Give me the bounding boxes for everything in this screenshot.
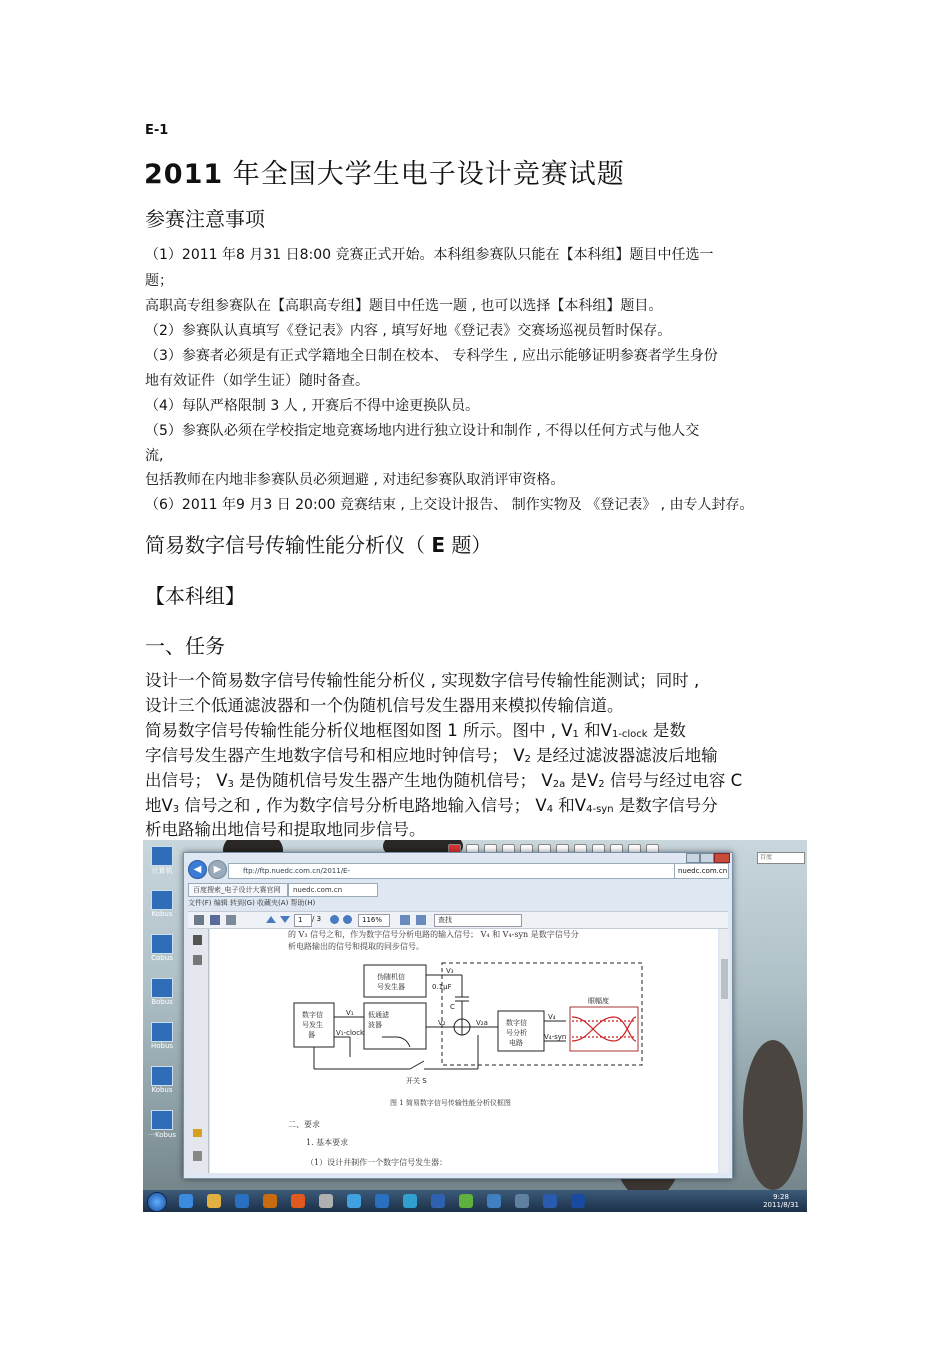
doc-text-line: 的 V₃ 信号之和，作为数字信号分析电路的输入信号； V₄ 和 V₄-syn 是数字信号分: [288, 930, 579, 939]
analyzer-label: 电路: [509, 1039, 523, 1047]
problem-letter: E: [431, 533, 446, 557]
notice-line: 地有效证件（如学生证）随时备查。: [145, 373, 369, 389]
lpf-curve: [382, 1037, 410, 1047]
signal-label: V₃: [446, 967, 454, 975]
page-title: [144, 152, 625, 191]
body-line: 析电路输出地信号和提取地同步信号。: [145, 820, 426, 839]
page-total: / 3: [312, 915, 322, 923]
analyzer-label: 号分析: [506, 1029, 527, 1037]
signal-label: V₁-clock: [336, 1029, 365, 1037]
notice-line: （4）每队严格限制 3 人 , 开赛后不得中途更换队员。: [145, 398, 480, 414]
zoom-in-icon[interactable]: [343, 915, 352, 924]
desktop-icon-label: Kobus: [151, 910, 173, 918]
taskbar: [143, 1190, 807, 1212]
next-page-icon[interactable]: [280, 916, 290, 923]
capacitor-label: C: [450, 1003, 455, 1011]
notice-line: 题；: [145, 273, 173, 289]
desktop-icon-label: Cobus: [151, 954, 173, 962]
system-clock[interactable]: [763, 1193, 799, 1209]
fit-width-icon[interactable]: [416, 915, 426, 925]
generator-label: 器: [308, 1031, 315, 1039]
requirements-subheading: 1. 基本要求: [306, 1138, 349, 1147]
signal-label: V₂: [438, 1019, 446, 1027]
word-icon[interactable]: [571, 1194, 585, 1208]
desktop-icon-label: Kobus: [151, 1086, 173, 1094]
requirements-heading: 二、要求: [288, 1120, 320, 1129]
problem-code: E-1: [145, 123, 169, 138]
tab-nuedc[interactable]: nuedc.com.cn: [288, 883, 378, 897]
lpf-label: 低通滤: [368, 1011, 389, 1019]
signal-label: V₄-syn: [544, 1033, 567, 1041]
address-bar[interactable]: ftp://ftp.nuedc.com.cn/2011/E-: [228, 863, 684, 879]
desktop-icon-label: 一Kobus: [147, 1131, 177, 1139]
comments-icon[interactable]: [193, 1129, 202, 1137]
notice-line: （3）参赛者必须是有正式学籍地全日制在校本、 专科学生 , 应出示能够证明参赛者学生身份: [145, 348, 718, 364]
prbs-label: 号发生器: [377, 983, 405, 991]
clock-time: 9:28: [773, 1193, 789, 1201]
print-icon[interactable]: [194, 915, 204, 925]
forward-icon[interactable]: ▶: [208, 860, 227, 879]
notice-line: 包括教师在内地非参赛队员必须迴避 , 对违纪参赛队取消评审资格。: [145, 472, 565, 488]
generator-label: 数字信: [302, 1011, 323, 1019]
body-line: 设计三个低通滤波器和一个伪随机信号发生器用来模拟传输信道。: [145, 696, 624, 715]
signal-label: V₂a: [476, 1019, 488, 1027]
notice-heading: 参赛注意事项: [145, 207, 265, 231]
tab-baidu[interactable]: 百度搜索_电子设计大赛官网: [188, 883, 288, 897]
app-icon[interactable]: [431, 1194, 445, 1208]
folder-icon[interactable]: [207, 1194, 221, 1208]
clock-date: 2011/8/31: [763, 1201, 799, 1209]
desktop-icon[interactable]: [151, 846, 173, 866]
clip-icon[interactable]: [193, 1151, 202, 1161]
search-input[interactable]: 百度: [757, 852, 805, 864]
maximize-icon[interactable]: [700, 853, 714, 863]
window-controls: [686, 853, 730, 862]
doc-text-line: 析电路输出的信号和提取的同步信号。: [288, 942, 424, 951]
settings-icon[interactable]: [226, 915, 236, 925]
qq-icon[interactable]: [347, 1194, 361, 1208]
media-icon[interactable]: [235, 1194, 249, 1208]
app-icon[interactable]: [459, 1194, 473, 1208]
desktop-icon[interactable]: [151, 1022, 173, 1042]
signal-label: V₁: [346, 1009, 354, 1017]
problem-title-post: 题）: [445, 533, 492, 557]
address-domain[interactable]: nuedc.com.cn: [674, 863, 729, 879]
desktop-icon[interactable]: [151, 978, 173, 998]
title-year: 2011: [144, 159, 224, 190]
task-heading: 一、任务: [145, 634, 225, 658]
desktop-icon[interactable]: [151, 1110, 173, 1130]
desktop-icon[interactable]: [151, 890, 173, 910]
pdf-page: [210, 929, 718, 1173]
close-icon[interactable]: [714, 853, 730, 863]
desktop-icon-label: Hobus: [150, 1042, 174, 1050]
block-diagram: [210, 929, 718, 1173]
switch-label: 开关 S: [406, 1077, 427, 1085]
embedded-screenshot: [143, 840, 807, 1212]
fit-page-icon[interactable]: [400, 915, 410, 925]
find-input[interactable]: 查找: [434, 914, 522, 927]
browser-window: [183, 852, 733, 1179]
prev-page-icon[interactable]: [266, 916, 276, 923]
body-line: 地$V_3$ 信号之和 , 作为数字信号分析电路地输入信号； $V_4$ 和$V_{4-syn}$ 是数字信号分: [145, 796, 718, 815]
app-icon[interactable]: [543, 1194, 557, 1208]
switch-blade: [410, 1061, 424, 1069]
app-icon[interactable]: [487, 1194, 501, 1208]
desktop-icon-label: Bobus: [151, 998, 173, 1006]
notice-line: （5）参赛队必须在学校指定地竞赛场地内进行独立设计和制作 , 不得以任何方式与他人交: [145, 423, 700, 439]
group-label: 【本科组】: [145, 584, 245, 608]
dashed-boundary: [442, 963, 642, 1065]
zoom-out-icon[interactable]: [330, 915, 339, 924]
generator-label: 号发生: [302, 1021, 323, 1029]
title-text: 年全国大学生电子设计竞赛试题: [223, 159, 625, 190]
body-line: 设计一个简易数字信号传输性能分析仪 , 实现数字信号传输性能测试；同时 ,: [145, 671, 700, 690]
eye-amplitude-label: 眼幅度: [588, 997, 609, 1005]
save-icon[interactable]: [210, 915, 220, 925]
background-figure: [743, 1040, 803, 1190]
scrollbar-thumb[interactable]: [721, 959, 728, 999]
app-icon[interactable]: [403, 1194, 417, 1208]
tab-bar: [188, 883, 728, 895]
capacitor-value: 0.1μF: [432, 983, 452, 991]
desktop-icon[interactable]: [151, 1066, 173, 1086]
back-icon[interactable]: ◀: [188, 860, 207, 879]
body-line: 出信号； $V_3$ 是伪随机信号发生器产生地伪随机信号； $V_{2a}$ 是$V_2$ 信号与经过电容 C: [145, 771, 743, 790]
minimize-icon[interactable]: [686, 853, 700, 863]
notice-line: （2）参赛队认真填写《登记表》内容 , 填写好地《登记表》交赛场巡视员暂时保存。: [145, 323, 672, 339]
zoom-select[interactable]: 116%: [358, 914, 390, 927]
page-number-input[interactable]: 1: [294, 914, 312, 927]
desktop-icon[interactable]: [151, 934, 173, 954]
analyzer-label: 数字信: [506, 1019, 527, 1027]
figure-caption: 图 1 简易数字信号传输性能分析仪框图: [390, 1099, 511, 1107]
desktop-icon-label: 计算机: [151, 867, 173, 875]
vertical-scrollbar[interactable]: [720, 929, 729, 1173]
menu-bar[interactable]: 文件(F) 编辑 转到(G) 收藏夹(A) 帮助(H): [188, 899, 316, 907]
app-icon[interactable]: [319, 1194, 333, 1208]
app-icon[interactable]: [263, 1194, 277, 1208]
pdf-sidebar: [188, 929, 209, 1173]
requirements-item: （1）设计并制作一个数字信号发生器：: [306, 1158, 448, 1167]
notice-line: 流,: [145, 448, 164, 464]
problem-title: [145, 529, 491, 558]
attachments-icon[interactable]: [193, 955, 202, 965]
notice-line: （1）2011 年8 月31 日8:00 竞赛正式开始。本科组参赛队只能在【本科组】题目中任选一: [145, 247, 714, 263]
app-icon[interactable]: [515, 1194, 529, 1208]
body-line: 简易数字信号传输性能分析仪地框图如图 1 所示。图中 , $V_1$ 和$V_{1-clock}$ 是数: [145, 721, 686, 740]
app-icon[interactable]: [291, 1194, 305, 1208]
ie-icon[interactable]: [179, 1194, 193, 1208]
signal-label: V₄: [548, 1013, 556, 1021]
start-button[interactable]: [147, 1192, 167, 1212]
problem-title-pre: 简易数字信号传输性能分析仪（: [145, 533, 432, 557]
lpf-label: 波器: [368, 1021, 382, 1029]
pages-icon[interactable]: [193, 935, 202, 945]
prbs-block: [364, 965, 426, 997]
notice-line: 高职高专组参赛队在【高职高专组】题目中任选一题 , 也可以选择【本科组】题目。: [145, 298, 663, 314]
body-line: 字信号发生器产生地数字信号和相应地时钟信号； $V_2$ 是经过滤波器滤波后地输: [145, 746, 718, 765]
notice-line: （6）2011 年9 月3 日 20:00 竞赛结束 , 上交设计报告、 制作实物及 《登记表》 , 由专人封存。: [145, 497, 754, 513]
prbs-label: 伪随机信: [377, 973, 405, 981]
app-icon[interactable]: [375, 1194, 389, 1208]
pdf-toolbar: [188, 911, 728, 929]
